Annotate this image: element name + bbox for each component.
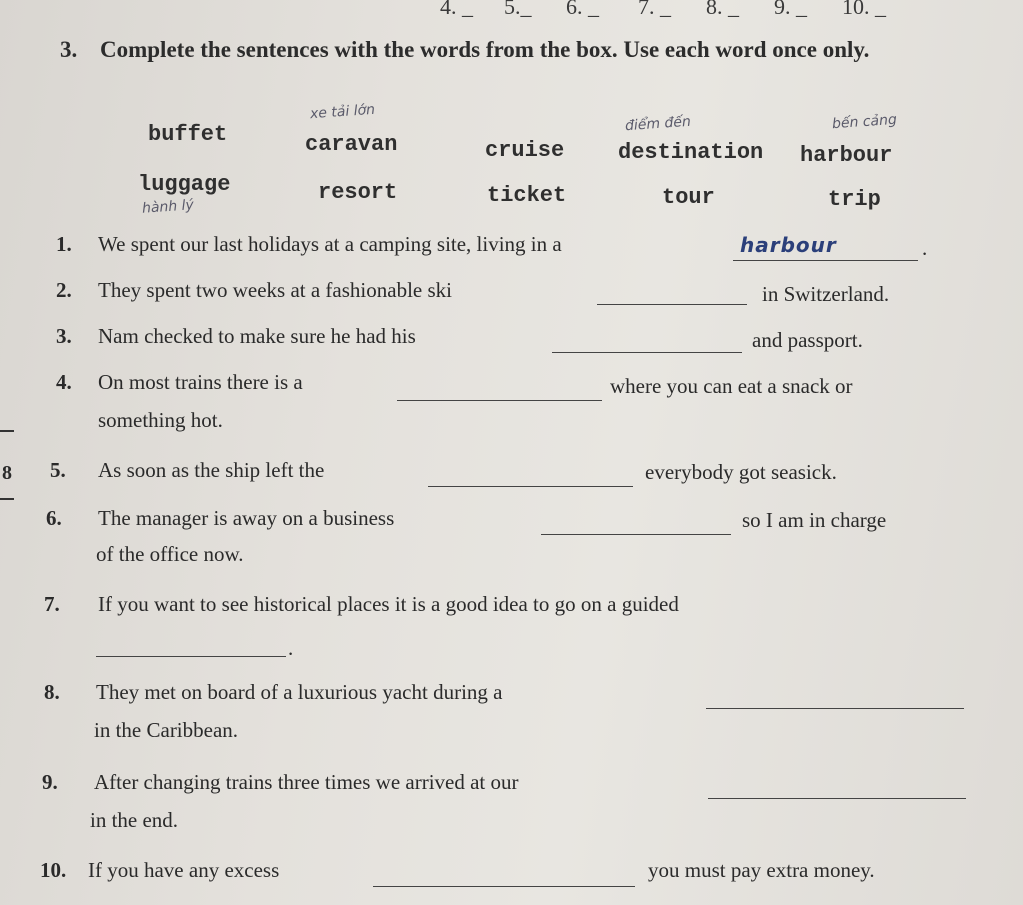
word-cruise: cruise — [485, 138, 565, 163]
margin-mark: 8 — [2, 462, 12, 484]
word-resort: resort — [318, 180, 398, 205]
question-text-after: and passport. — [752, 328, 863, 352]
question-text-after: . — [288, 636, 294, 660]
question-number: 6. — [46, 506, 62, 530]
word-harbour: harbour — [800, 143, 893, 168]
question-number: 8. — [44, 680, 60, 704]
question-number: 3. — [56, 324, 72, 348]
answer-blank[interactable] — [541, 514, 731, 535]
question-number: 5. — [50, 458, 66, 482]
answer-blank[interactable] — [706, 688, 964, 709]
handwritten-note: xe tải lớn — [309, 101, 376, 123]
answer-slot: 10. _ — [842, 0, 886, 19]
exercise-instruction: Complete the sentences with the words from the box. Use each word once only. — [100, 37, 870, 62]
question-number: 9. — [42, 770, 58, 794]
question-text-after: in Switzerland. — [762, 282, 890, 306]
answer-blank[interactable] — [428, 466, 633, 487]
question-text-after: you must pay extra money. — [648, 858, 875, 882]
answer-blank[interactable] — [597, 284, 747, 305]
answer-blank[interactable] — [397, 380, 602, 401]
question-number: 1. — [56, 232, 72, 256]
question-number: 4. — [56, 370, 72, 394]
handwritten-note: bến cảng — [831, 111, 898, 133]
question-text: On most trains there is a — [98, 370, 303, 394]
question-text-after: where you can eat a snack or — [610, 374, 853, 398]
question-text: They spent two weeks at a fashionable ski — [98, 278, 452, 302]
word-caravan: caravan — [305, 132, 398, 157]
question-text-continued: in the Caribbean. — [94, 718, 239, 742]
question-text: The manager is away on a business — [98, 506, 395, 530]
question-text: After changing trains three times we arrived at our — [94, 770, 519, 794]
question-text: Nam checked to make sure he had his — [98, 324, 416, 348]
question-text: If you want to see historical places it is a good idea to go on a guided — [98, 592, 679, 616]
handwritten-note: hành lý — [141, 197, 195, 217]
handwritten-answer: harbour — [740, 233, 837, 257]
word-ticket: ticket — [487, 183, 567, 208]
word-destination: destination — [618, 140, 764, 165]
question-text: They met on board of a luxurious yacht during a — [96, 680, 503, 704]
question-number: 10. — [40, 858, 67, 882]
answer-slot: 4. _ — [440, 0, 473, 19]
answer-key-row — [0, 0, 1023, 22]
word-tour: tour — [662, 185, 715, 210]
answer-slot: 5._ — [504, 0, 532, 19]
answer-blank[interactable] — [96, 636, 286, 657]
question-text-continued: of the office now. — [96, 542, 244, 566]
question-text-after: . — [922, 236, 928, 260]
answer-slot: 9. _ — [774, 0, 807, 19]
question-text-after: everybody got seasick. — [645, 460, 837, 484]
handwritten-note: điểm đến — [624, 113, 692, 135]
word-luggage: luggage — [138, 172, 231, 197]
answer-slot: 7. _ — [638, 0, 671, 19]
answer-blank[interactable] — [708, 778, 966, 799]
question-text: As soon as the ship left the — [98, 458, 325, 482]
word-trip: trip — [828, 187, 881, 212]
question-text-continued: something hot. — [98, 408, 223, 432]
question-number: 7. — [44, 592, 60, 616]
word-buffet: buffet — [148, 122, 228, 147]
question-text: We spent our last holidays at a camping site, living in a — [98, 232, 562, 256]
margin-tick — [0, 498, 14, 500]
question-text-continued: in the end. — [90, 808, 179, 832]
question-text-after: so I am in charge — [742, 508, 887, 532]
answer-slot: 6. _ — [566, 0, 599, 19]
answer-blank[interactable] — [373, 866, 635, 887]
question-text: If you have any excess — [88, 858, 280, 882]
margin-tick — [0, 430, 14, 432]
question-number: 2. — [56, 278, 72, 302]
answer-slot: 8. _ — [706, 0, 739, 19]
exercise-number: 3. — [60, 37, 78, 62]
answer-blank[interactable] — [552, 332, 742, 353]
